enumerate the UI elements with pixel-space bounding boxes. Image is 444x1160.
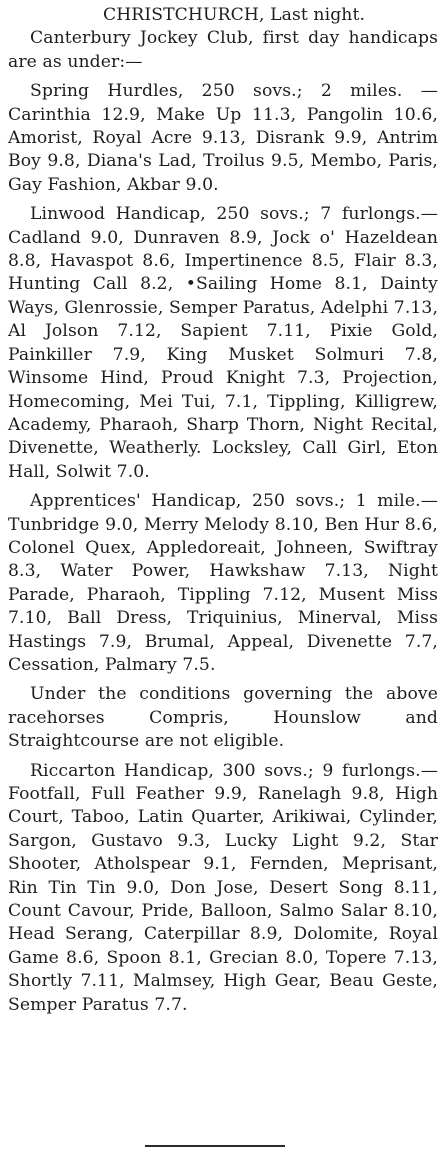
eligibility-note-paragraph: Under the conditions governing the above racehorses Compris, Hounslow and Straightcourse are not eligible. [8, 684, 438, 752]
news-column [8, 4, 438, 1017]
intro-paragraph: Canterbury Jockey Club, first day handicaps are as under:— [8, 28, 438, 72]
dateline: CHRISTCHURCH, Last night. [102, 5, 366, 25]
linwood-handicap-paragraph: Linwood Handicap, 250 sovs.; 7 furlongs.—Cadland 9.0, Dunraven 8.9, Jock o' Hazeldean 8.8, Havaspot 8.6, Impertinence 8.5, Flair 8.3, Hunting Call 8.2, •Sailing Home 8.1, Dainty Ways, Glenrossie, Semper Paratus, Adelphi 7.13, Al Jolson 7.12, Sapient 7.11, Pixie Gold, Painkiller 7.9, King Musket Solmuri 7.8, Winsome Hind, Proud Knight 7.3, Projection, Homecoming, Mei Tui, 7.1, Tippling, Killigrew, Academy, Pharaoh, Sharp Thorn, Night Recital, Divenette, Weatherly. Locksley, Call Girl, Eton Hall, Solwit 7.0. [8, 204, 439, 482]
section-divider [145, 1145, 285, 1147]
riccarton-handicap-paragraph: Riccarton Handicap, 300 sovs.; 9 furlongs.—Footfall, Full Feather 9.9, Ranelagh 9.8, High Court, Taboo, Latin Quarter, Arikiwai, Cylinder, Sargon, Gustavo 9.3, Lucky Light 9.2, Star Shooter, Atholspear 9.1, Fernden, Meprisant, Rin Tin Tin 9.0, Don Jose, Desert Song 8.11, Count Cavour, Pride, Balloon, Salmo Salar 8.10, Head Serang, Caterpillar 8.9, Dolomite, Royal Game 8.6, Spoon 8.1, Grecian 8.0, Topere 7.13, Shortly 7.11, Malmsey, High Gear, Beau Geste, Semper Paratus 7.7. [8, 760, 438, 1015]
apprentices-handicap-paragraph: Apprentices' Handicap, 250 sovs.; 1 mile.—Tunbridge 9.0, Merry Melody 8.10, Ben Hur 8.6, Colonel Quex, Appledoreait, Johneen, Swiftray 8.3, Water Power, Hawkshaw 7.13, Night Parade, Pharaoh, Tippling 7.12, Musent Miss 7.10, Ball Dress, Triquinius, Minerval, Miss Hastings 7.9, Brumal, Appeal, Divenette 7.7, Cessation, Palmary 7.5. [8, 491, 438, 675]
spring-hurdles-paragraph: Spring Hurdles, 250 sovs.; 2 miles. —Carinthia 12.9, Make Up 11.3, Pangolin 10.6, Amorist, Royal Acre 9.13, Disrank 9.9, Antrim Boy 9.8, Diana's Lad, Troilus 9.5, Membo, Paris, Gay Fashion, Akbar 9.0. [8, 81, 438, 195]
